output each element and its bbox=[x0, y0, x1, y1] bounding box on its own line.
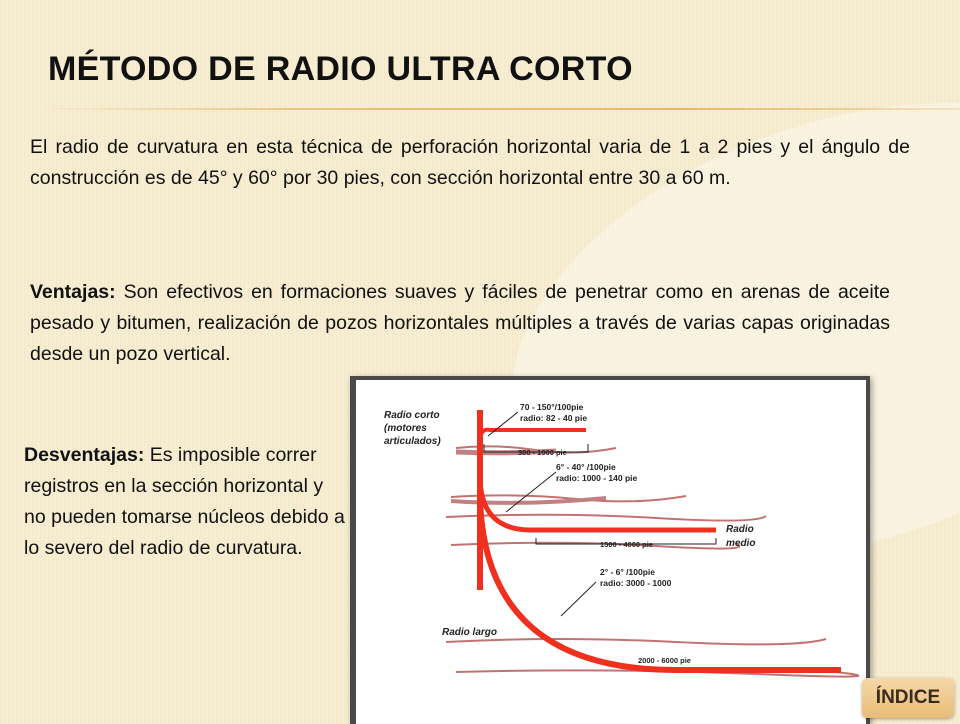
long-rate: 2° - 6° /100pie bbox=[600, 567, 655, 577]
label-radio-corto: Radio corto bbox=[384, 410, 440, 421]
ventajas-paragraph bbox=[30, 277, 890, 370]
label-articulados: articulados) bbox=[384, 436, 441, 447]
desventajas-text: Es imposible correr registros en la sección horizontal y no pueden tomarse núcleos debido a lo severo del radio de curvatura. bbox=[24, 444, 345, 559]
intro-paragraph: El radio de curvatura en esta técnica de perforación horizontal varia de 1 a 2 pies y el ángulo de construcción es de 45° y 60° por 30 pies, con sección horizontal entre 30 a 60 m. bbox=[30, 136, 910, 189]
medium-rate: 6° - 40° /100pie bbox=[556, 462, 616, 472]
title-divider bbox=[40, 108, 960, 110]
label-medio: medio bbox=[726, 538, 756, 549]
desventajas-paragraph bbox=[24, 440, 346, 564]
label-radio: Radio bbox=[726, 524, 754, 535]
long-radius: radio: 3000 - 1000 bbox=[600, 578, 672, 588]
index-button[interactable]: ÍNDICE bbox=[862, 678, 954, 718]
ventajas-label: Ventajas: bbox=[30, 281, 116, 303]
short-length: 300 - 1000 pie bbox=[518, 448, 567, 457]
short-rate: 70 - 150°/100pie bbox=[520, 402, 584, 412]
label-motores: (motores bbox=[384, 423, 427, 434]
label-radio-largo: Radio largo bbox=[442, 627, 498, 638]
well-radius-diagram bbox=[350, 376, 870, 724]
ventajas-text: Son efectivos en formaciones suaves y fáciles de penetrar como en arenas de aceite pesado y bitumen, realización de pozos horizontales múltiples a través de varias capas originadas desde un pozo vertical. bbox=[30, 281, 890, 365]
desventajas-label: Desventajas: bbox=[24, 444, 145, 466]
medium-radius: radio: 1000 - 140 pie bbox=[556, 473, 638, 483]
formation-layers bbox=[446, 446, 858, 676]
medium-length: 1500 - 4000 pie bbox=[600, 540, 653, 549]
short-radius: radio: 82 - 40 pie bbox=[520, 413, 588, 423]
slide-title: MÉTODO DE RADIO ULTRA CORTO bbox=[48, 50, 633, 88]
long-length: 2000 - 6000 pie bbox=[638, 656, 691, 665]
